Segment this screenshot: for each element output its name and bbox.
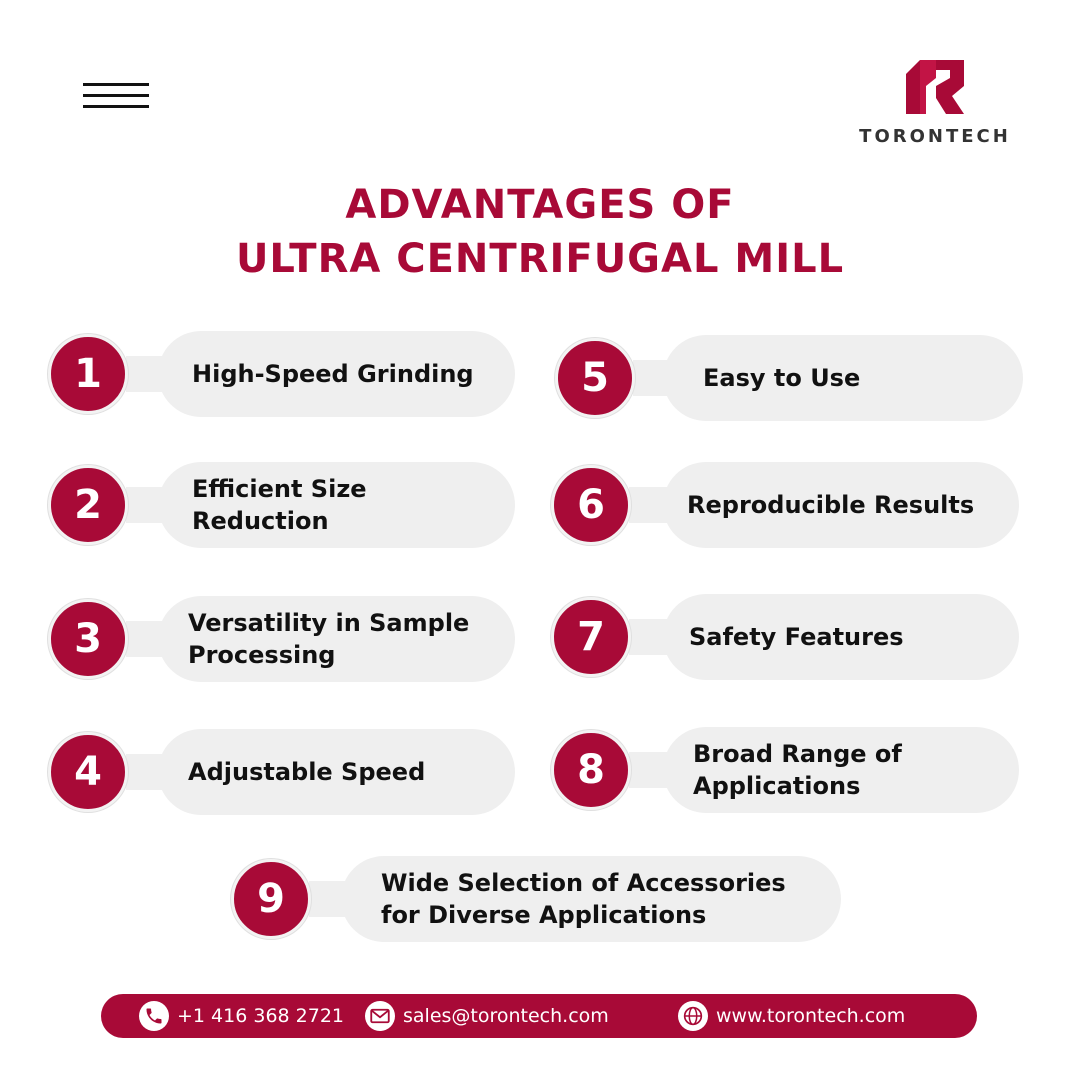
advantage-number-badge: 1 [48, 334, 128, 414]
advantage-number-badge: 3 [48, 599, 128, 679]
phone-contact[interactable] [139, 994, 344, 1038]
advantage-label: Easy to Use [703, 364, 861, 392]
advantage-label: Efficient Size Reduction [192, 475, 367, 535]
email-icon [365, 1001, 395, 1031]
advantage-number-badge: 4 [48, 732, 128, 812]
advantage-number-badge: 5 [555, 338, 635, 418]
globe-icon [678, 1001, 708, 1031]
email-address: sales@torontech.com [403, 1005, 609, 1027]
hamburger-menu-icon[interactable] [83, 83, 149, 109]
torontech-logo [850, 56, 1020, 156]
title-line-2: ULTRA CENTRIFUGAL MILL [235, 236, 845, 282]
advantage-number-badge: 7 [551, 597, 631, 677]
advantage-label: Wide Selection of Accessories for Diverse Applications [381, 869, 786, 929]
advantage-label: Versatility in Sample Processing [188, 609, 470, 669]
advantage-label: High-Speed Grinding [192, 360, 474, 388]
phone-number: +1 416 368 2721 [177, 1005, 345, 1027]
phone-icon [139, 1001, 169, 1031]
brand-name: TORONTECH [859, 126, 1011, 147]
page-title [0, 178, 1080, 286]
website-contact[interactable] [678, 994, 905, 1038]
contact-footer [101, 994, 977, 1038]
advantage-number-badge: 2 [48, 465, 128, 545]
website-url: www.torontech.com [716, 1005, 906, 1027]
torontech-logo-mark-icon [902, 56, 968, 118]
advantage-label: Safety Features [689, 623, 904, 651]
email-contact[interactable] [365, 994, 609, 1038]
advantage-number-badge: 8 [551, 730, 631, 810]
advantage-label: Broad Range of Applications [693, 740, 902, 800]
advantage-label: Reproducible Results [687, 491, 975, 519]
advantage-number-badge: 6 [551, 465, 631, 545]
title-line-1: ADVANTAGES OF [345, 182, 735, 228]
advantage-number-badge: 9 [231, 859, 311, 939]
advantage-label: Adjustable Speed [188, 758, 426, 786]
